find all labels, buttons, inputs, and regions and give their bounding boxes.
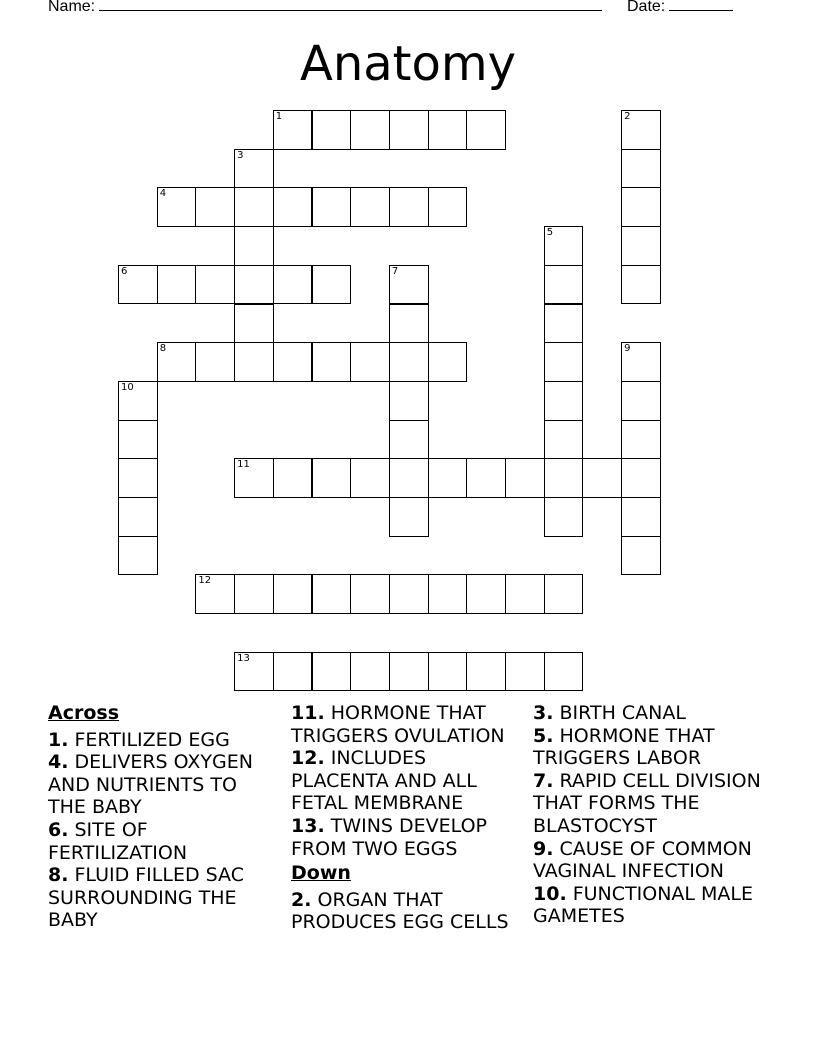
clue-across-11 bbox=[291, 702, 527, 747]
grid-cell[interactable] bbox=[312, 342, 352, 382]
grid-cell[interactable] bbox=[544, 652, 584, 692]
clue-number: 6. bbox=[48, 818, 69, 841]
grid-cell[interactable] bbox=[389, 420, 429, 460]
name-label: Name: bbox=[48, 0, 96, 15]
clue-across-4 bbox=[48, 751, 280, 819]
page-title: Anatomy bbox=[299, 36, 517, 92]
grid-cell[interactable] bbox=[157, 187, 197, 227]
grid-cell[interactable] bbox=[312, 574, 352, 614]
grid-cell[interactable] bbox=[544, 381, 584, 421]
grid-cell[interactable] bbox=[234, 652, 274, 692]
grid-cell[interactable] bbox=[621, 381, 661, 421]
grid-cell[interactable] bbox=[621, 458, 661, 498]
grid-cell[interactable] bbox=[621, 536, 661, 576]
clue-number: 11. bbox=[291, 702, 325, 724]
grid-cell[interactable] bbox=[195, 265, 235, 305]
grid-cell[interactable] bbox=[273, 110, 313, 150]
clue-number: 9. bbox=[533, 837, 554, 860]
clue-down-5 bbox=[533, 725, 773, 770]
grid-cell[interactable] bbox=[544, 458, 584, 498]
grid-cell[interactable] bbox=[234, 574, 274, 614]
grid-cell[interactable] bbox=[234, 458, 274, 498]
grid-cell[interactable] bbox=[273, 187, 313, 227]
grid-cell[interactable] bbox=[234, 342, 274, 382]
grid-cell[interactable] bbox=[118, 265, 158, 305]
grid-cell[interactable] bbox=[544, 497, 584, 537]
clue-text: SITE OF FERTILIZATION bbox=[48, 818, 188, 864]
grid-cell[interactable] bbox=[350, 652, 390, 692]
cell-number: 13 bbox=[237, 652, 250, 664]
clue-across-1 bbox=[48, 729, 280, 752]
grid-cell[interactable] bbox=[505, 458, 545, 498]
clue-text: RAPID CELL DIVISION THAT FORMS THE BLASTOCYST bbox=[533, 769, 761, 837]
grid-cell[interactable] bbox=[621, 149, 661, 189]
grid-cell[interactable] bbox=[621, 497, 661, 537]
grid-cell[interactable] bbox=[389, 265, 429, 305]
clue-across-8 bbox=[48, 864, 280, 932]
clue-number: 8. bbox=[48, 864, 69, 887]
grid-cell[interactable] bbox=[273, 342, 313, 382]
grid-cell[interactable] bbox=[118, 381, 158, 421]
cell-number: 6 bbox=[121, 265, 128, 277]
cell-number: 12 bbox=[198, 575, 212, 587]
grid-cell[interactable] bbox=[389, 458, 429, 498]
grid-cell[interactable] bbox=[505, 652, 545, 692]
grid-cell[interactable] bbox=[350, 342, 390, 382]
clue-number: 3. bbox=[533, 702, 554, 724]
grid-cell[interactable] bbox=[428, 458, 468, 498]
grid-cell[interactable] bbox=[466, 652, 506, 692]
clue-across-6 bbox=[48, 819, 280, 864]
clue-down-10 bbox=[533, 883, 773, 928]
clue-text: DELIVERS OXYGEN AND NUTRIENTS TO THE BABY bbox=[48, 751, 253, 819]
cell-number: 7 bbox=[391, 265, 399, 277]
grid-cell[interactable] bbox=[389, 110, 429, 150]
cell-number: 2 bbox=[624, 111, 631, 122]
down-heading: Down bbox=[291, 862, 351, 885]
clue-column-1 bbox=[48, 702, 280, 932]
grid-cell[interactable] bbox=[621, 420, 661, 460]
clue-text: HORMONE THAT TRIGGERS LABOR bbox=[533, 724, 715, 770]
across-heading: Across bbox=[48, 702, 120, 724]
grid-cell[interactable] bbox=[273, 574, 313, 614]
clue-text: FUNCTIONAL MALE GAMETES bbox=[533, 882, 754, 928]
grid-cell[interactable] bbox=[505, 574, 545, 614]
grid-cell[interactable] bbox=[118, 497, 158, 537]
grid-cell[interactable] bbox=[273, 458, 313, 498]
grid-cell[interactable] bbox=[195, 187, 235, 227]
grid-cell[interactable] bbox=[195, 342, 235, 382]
grid-cell[interactable] bbox=[273, 265, 313, 305]
grid-cell[interactable] bbox=[466, 110, 506, 150]
grid-cell[interactable] bbox=[312, 458, 352, 498]
grid-cell[interactable] bbox=[621, 187, 661, 227]
clue-number: 7. bbox=[533, 769, 554, 792]
grid-cell[interactable] bbox=[312, 110, 352, 150]
grid-cell[interactable] bbox=[466, 458, 506, 498]
clue-text: ORGAN THAT PRODUCES EGG CELLS bbox=[291, 888, 509, 934]
cell-number: 5 bbox=[546, 227, 554, 239]
cell-number: 11 bbox=[237, 459, 250, 471]
cell-number: 1 bbox=[275, 111, 283, 122]
grid-cell[interactable] bbox=[312, 265, 352, 305]
grid-cell[interactable] bbox=[466, 574, 506, 614]
grid-cell[interactable] bbox=[428, 652, 468, 692]
grid-cell[interactable] bbox=[312, 187, 352, 227]
grid-cell[interactable] bbox=[389, 497, 429, 537]
clue-across-12 bbox=[291, 747, 527, 815]
clue-down-3 bbox=[533, 702, 773, 725]
clue-text: TWINS DEVELOP FROM TWO EGGS bbox=[291, 814, 487, 860]
grid-cell[interactable] bbox=[234, 265, 274, 305]
clue-number: 12. bbox=[291, 747, 325, 770]
grid-cell[interactable] bbox=[350, 187, 390, 227]
grid-cell[interactable] bbox=[195, 574, 235, 614]
clue-number: 2. bbox=[291, 888, 312, 911]
clue-number: 4. bbox=[48, 751, 69, 774]
clue-text: INCLUDES PLACENTA AND ALL FETAL MEMBRANE bbox=[291, 747, 477, 815]
grid-cell[interactable] bbox=[428, 574, 468, 614]
clue-down-7 bbox=[533, 770, 773, 838]
grid-cell[interactable] bbox=[350, 574, 390, 614]
clue-down-2 bbox=[291, 889, 527, 934]
clue-column-3 bbox=[533, 702, 773, 928]
grid-cell[interactable] bbox=[621, 226, 661, 266]
grid-cell[interactable] bbox=[389, 304, 429, 344]
clue-across-13 bbox=[291, 815, 527, 860]
clue-text: HORMONE THAT TRIGGERS OVULATION bbox=[291, 702, 505, 747]
grid-cell[interactable] bbox=[118, 536, 158, 576]
grid-cell[interactable] bbox=[389, 187, 429, 227]
grid-cell[interactable] bbox=[582, 458, 622, 498]
grid-cell[interactable] bbox=[621, 342, 661, 382]
cell-number: 9 bbox=[624, 343, 631, 355]
grid-cell[interactable] bbox=[389, 652, 429, 692]
grid-cell[interactable] bbox=[428, 342, 468, 382]
clue-text: BIRTH CANAL bbox=[559, 702, 686, 724]
grid-cell[interactable] bbox=[621, 265, 661, 305]
grid-cell[interactable] bbox=[621, 110, 661, 150]
grid-cell[interactable] bbox=[544, 342, 584, 382]
grid-cell[interactable] bbox=[544, 574, 584, 614]
grid-cell[interactable] bbox=[389, 381, 429, 421]
grid-cell[interactable] bbox=[544, 265, 584, 305]
grid-cell[interactable] bbox=[157, 342, 197, 382]
grid-cell[interactable] bbox=[389, 574, 429, 614]
clue-text: FLUID FILLED SAC SURROUNDING THE BABY bbox=[48, 864, 244, 932]
grid-cell[interactable] bbox=[350, 110, 390, 150]
grid-cell[interactable] bbox=[273, 652, 313, 692]
grid-cell[interactable] bbox=[157, 265, 197, 305]
clue-text: CAUSE OF COMMON VAGINAL INFECTION bbox=[533, 837, 752, 883]
clue-number: 10. bbox=[533, 882, 567, 905]
clue-column-2 bbox=[291, 702, 527, 934]
clue-number: 1. bbox=[48, 728, 69, 751]
grid-cell[interactable] bbox=[312, 652, 352, 692]
grid-cell[interactable] bbox=[234, 304, 274, 344]
clue-down-9 bbox=[533, 838, 773, 883]
grid-cell[interactable] bbox=[544, 226, 584, 266]
grid-cell[interactable] bbox=[234, 226, 274, 266]
grid-cell[interactable] bbox=[118, 458, 158, 498]
grid-cell[interactable] bbox=[544, 304, 584, 344]
cell-number: 10 bbox=[121, 381, 134, 393]
clue-text: FERTILIZED EGG bbox=[74, 728, 230, 751]
grid-cell[interactable] bbox=[118, 420, 158, 460]
grid-cell[interactable] bbox=[389, 342, 429, 382]
cell-number: 4 bbox=[159, 188, 167, 200]
cell-number: 3 bbox=[237, 149, 244, 161]
grid-cell[interactable] bbox=[350, 458, 390, 498]
grid-cell[interactable] bbox=[428, 110, 468, 150]
cell-number: 8 bbox=[159, 343, 167, 355]
date-label: Date: bbox=[627, 0, 666, 15]
grid-cell[interactable] bbox=[544, 420, 584, 460]
clue-number: 5. bbox=[533, 724, 554, 747]
clue-number: 13. bbox=[291, 814, 325, 837]
grid-cell[interactable] bbox=[234, 187, 274, 227]
grid-cell[interactable] bbox=[428, 187, 468, 227]
grid-cell[interactable] bbox=[234, 149, 274, 189]
